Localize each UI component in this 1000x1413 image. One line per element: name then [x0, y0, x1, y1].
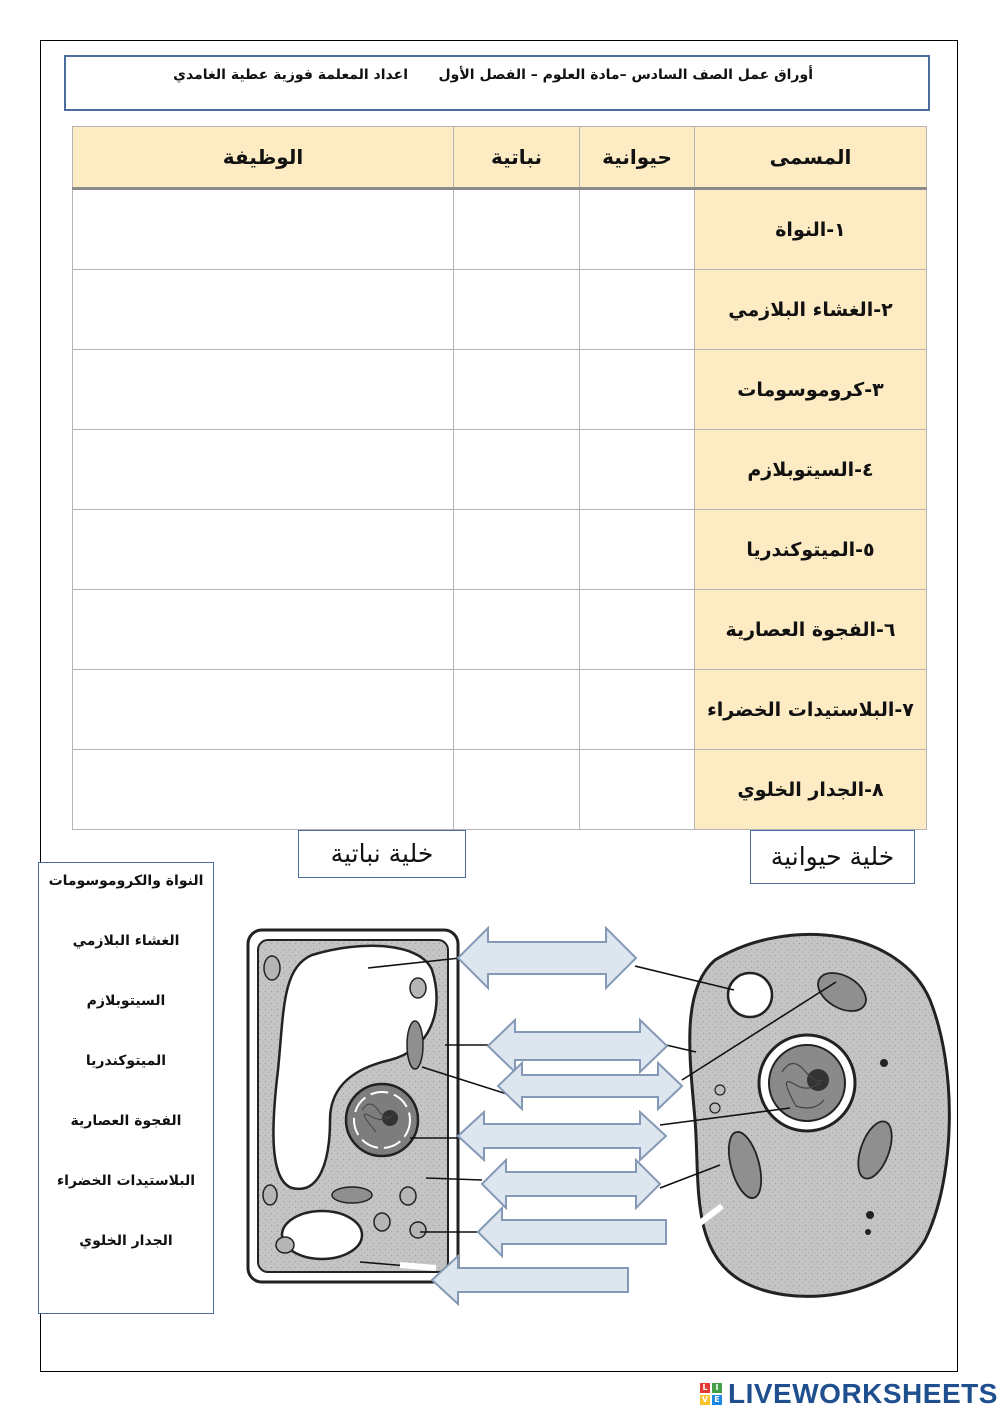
- word-bank-item[interactable]: الفجوة العصارية: [70, 1113, 182, 1129]
- column-header-plant: نباتية: [454, 127, 580, 189]
- answer-arrow[interactable]: [458, 1112, 666, 1160]
- word-bank-item[interactable]: البلاستيدات الخضراء: [56, 1173, 196, 1189]
- answer-arrow[interactable]: [488, 1020, 667, 1072]
- organelle-name: ٧-البلاستيدات الخضراء: [695, 670, 927, 750]
- plant-cell-title: خلية نباتية: [298, 830, 466, 878]
- answer-arrow[interactable]: [498, 1063, 682, 1109]
- animal-vacuole: [728, 973, 772, 1017]
- word-bank-item[interactable]: الميتوكندريا: [85, 1053, 167, 1069]
- organelle-name: ٣-كروموسومات: [695, 350, 927, 430]
- plant-mitochondrion: [407, 1021, 423, 1069]
- animal-cell-title: خلية حيوانية: [750, 830, 915, 884]
- liveworksheets-logo-icon: L I V E: [700, 1383, 722, 1405]
- liveworksheets-brand: [700, 1378, 998, 1410]
- organelle-name: ٨-الجدار الخلوي: [695, 750, 927, 830]
- plant-small-vacuole: [282, 1211, 362, 1259]
- column-header-animal: حيوانية: [580, 127, 695, 189]
- brand-name: LIVEWORKSHEETS: [728, 1378, 998, 1409]
- organelle-name: ١-النواة: [695, 189, 927, 270]
- column-header-function: الوظيفة: [73, 127, 454, 189]
- organelle-name: ٢-الغشاء البلازمي: [695, 270, 927, 350]
- plant-nucleolus: [382, 1110, 398, 1126]
- organelle-name: ٤-السيتوبلازم: [695, 430, 927, 510]
- chloroplast: [264, 956, 280, 980]
- answer-arrow[interactable]: [478, 1208, 666, 1256]
- word-bank-item[interactable]: السيتوبلازم: [86, 993, 166, 1009]
- column-header-name: المسمى: [695, 127, 927, 189]
- teacher-name: اعداد المعلمة فوزية عطية الغامدي: [173, 67, 408, 83]
- answer-arrow[interactable]: [482, 1160, 660, 1208]
- answer-arrow[interactable]: [432, 1256, 628, 1304]
- word-bank-item[interactable]: الجدار الخلوي: [79, 1233, 173, 1249]
- answer-arrow[interactable]: [458, 928, 636, 988]
- organelle-name: ٥-الميتوكندريا: [695, 510, 927, 590]
- plant-cell: [248, 930, 458, 1282]
- word-bank-item[interactable]: الغشاء البلازمي: [72, 933, 180, 949]
- word-bank-item[interactable]: النواة والكروموسومات: [48, 873, 204, 889]
- worksheet-title: أوراق عمل الصف السادس –مادة العلوم – الفصل الأول: [438, 67, 813, 83]
- organelle-name: ٦-الفجوة العصارية: [695, 590, 927, 670]
